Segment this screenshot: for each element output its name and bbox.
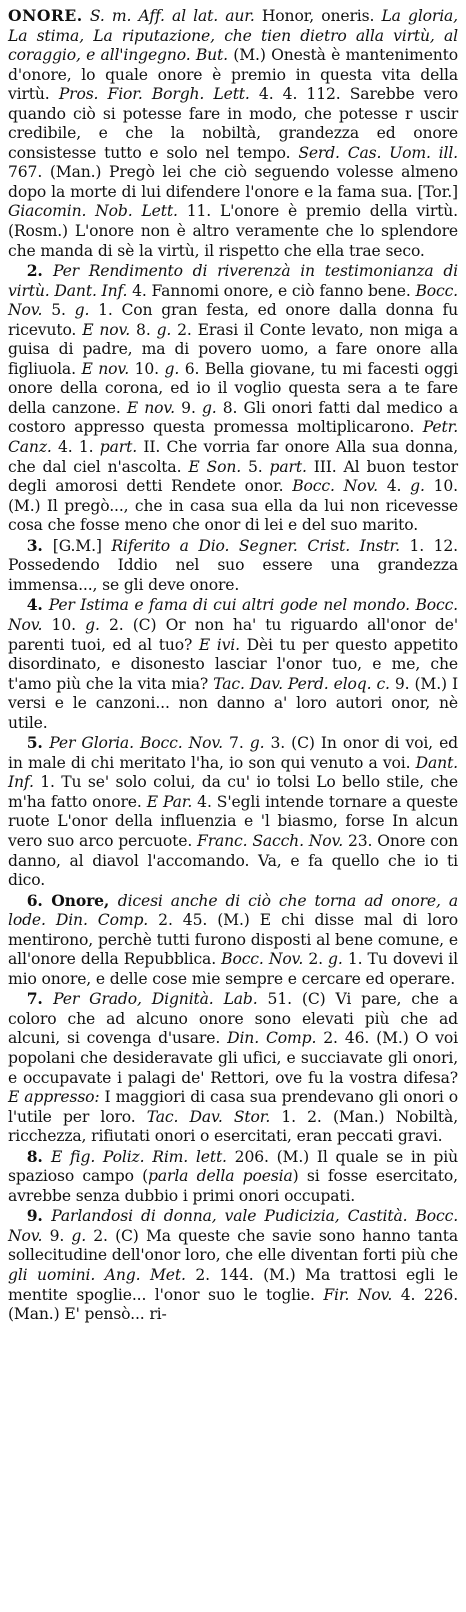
quote: L'onore è premio della virtù.	[219, 202, 458, 221]
sense-text: g.	[156, 320, 172, 339]
sense-text: 5.	[241, 457, 270, 476]
sense-text: Per Rendimento di riverenzà in testimonianza di virtù. Dant. Inf.	[8, 262, 458, 300]
sense-text: ) si fosse esercitato, avrebbe senza dubbio i primi onori occupati.	[8, 1167, 458, 1205]
sense-text: Per Gloria. Bocc. Nov.	[49, 734, 223, 753]
etymology: Aff. al lat. aur.	[138, 7, 255, 25]
sense-text: E Son.	[188, 457, 242, 476]
sense-text: Bocc. Nov.	[8, 281, 458, 320]
sense-text: III. Al buon testor degli amorosi detti Rendete onor.	[8, 457, 458, 496]
sense-text: Dant. Inf.	[8, 753, 458, 792]
sense-text: 1. 12. Possedendo Iddio nel suo essere una grandezza immensa..., se gli deve onore.	[8, 536, 458, 594]
sense-3	[8, 536, 458, 596]
sense-2	[8, 261, 458, 536]
sense-text: 8.	[130, 320, 157, 339]
sense-text: 1. 2. (Man.) Nobiltà, ricchezza, rifiutati onori o esercitati, eran peccati gravi.	[8, 1107, 458, 1146]
sense-text: Dèi tu per questo appetito disordinato, e disonesto lasciar l'onor tuo, e me, che t'amo più che la vita mia?	[8, 635, 458, 693]
sense-number: 2.	[26, 261, 53, 281]
sense-number: 5.	[26, 733, 50, 753]
sense-text: 2. Erasi il Conte levato, non miga a guisa di padre, ma di povero uomo, a fare onore alla figliuola.	[8, 320, 458, 378]
sense-text: 2. (C) Ma queste che savie sono hanno tanta sollecitudine dell'onor loro, che elle diventan forti più che	[8, 1226, 458, 1265]
sense-text: part.	[269, 457, 307, 476]
sense-number: 7.	[26, 989, 54, 1009]
sense-text: 4. Fannomi onore, e ciò fanno bene.	[127, 281, 416, 300]
sense-text: [G.M.]	[52, 536, 112, 555]
sense-text: 9. (M.) I versi e le canzoni... non danno a' loro autori onor, nè utile.	[8, 674, 459, 732]
sense-text: 4.	[377, 477, 411, 496]
sense-text: Parlandosi di donna, vale Pudicizia, Castità. Bocc. Nov.	[8, 1207, 459, 1245]
sense-text: 10.	[42, 615, 86, 634]
sense-text: 2. 46. (M.) O voi popolani che desideravate gli ufici, e succiavate gli onori, e occupavate i palagi de' Rettori, ove fu la vostra difesa?	[8, 1029, 458, 1087]
sense-text: 10. (M.) Il pregò..., che in casa sua ella da lui non ricevesse cosa che fosse meno che onor di lei e del suo marito.	[8, 477, 458, 535]
source-tag: [Tor.]	[417, 182, 458, 201]
sense-text: E nov.	[82, 320, 131, 339]
sense-text: 4. S'egli intende tornare a queste ruote L'onor della influenzia e 'l biasmo, forse In alcun vero suo arco percuote.	[8, 792, 458, 850]
sense-4	[8, 595, 458, 733]
citation: Pros. Fior. Borgh. Lett.	[58, 85, 250, 104]
sense-text: 8. Gli onori fatti dal medico a costoro appresso questa promessa moltiplicarono.	[8, 398, 458, 437]
quote: Onestà è mantenimento d'onore, lo quale onore è premio in questa vita della virtù.	[8, 46, 459, 104]
sense-text: 9.	[174, 398, 202, 417]
part-of-speech: S. m.	[89, 7, 132, 25]
sense-text: g.	[71, 1226, 87, 1245]
senses-list	[8, 261, 458, 1325]
sense-text: E ivi.	[198, 635, 240, 654]
sense-7	[8, 989, 458, 1146]
citation-number: 767.	[8, 163, 43, 182]
sense-text: E fig. Poliz. Rim. lett.	[50, 1147, 227, 1166]
citation: But.	[195, 46, 228, 65]
sense-text: 7.	[222, 734, 250, 753]
sense-text: g.	[410, 477, 425, 496]
headword: ONORE.	[8, 6, 83, 25]
quote: Pregò lei che ciò seguendo volesse almeno dopo la morte di lui difendere l'onore e la fama sua.	[8, 163, 458, 201]
sense-text: E nov.	[81, 359, 130, 378]
sense-number: 8.	[26, 1146, 51, 1166]
source-tag: (Rosm.)	[8, 222, 68, 241]
sense-text: Onore,	[51, 890, 118, 910]
sense-text: 23. Onore con danno, al diavol l'accomando. Va, e fa quello che io ti dico.	[8, 831, 458, 890]
sense-6	[8, 891, 458, 990]
sense-text: 6. Bella giovane, tu mi facesti oggi onore della corona, ed io il voglio questa sera a te fare della canzone.	[8, 359, 458, 417]
sense-text: Din. Comp.	[227, 1029, 317, 1048]
sense-number: 4.	[26, 595, 49, 615]
sense-text: Per Istima e fama di cui altri gode nel mondo. Bocc. Nov.	[8, 596, 458, 634]
sense-text: g.	[249, 734, 265, 753]
sense-text: 2.	[303, 950, 329, 969]
sense-9	[8, 1206, 458, 1324]
sense-text: gli uomini. Ang. Met.	[8, 1266, 186, 1284]
sense-text: g.	[328, 950, 343, 969]
sense-number: 6.	[26, 890, 52, 910]
sense-text: dicesi anche di ciò che torna ad onore, a lode. Din. Comp.	[8, 891, 458, 930]
citation-number: 4. 4. 112.	[258, 85, 341, 104]
sense-number: 3.	[26, 535, 53, 555]
sense-text: 1. Tu se' solo colui, da cu' io tolsi Lo bello stile, che m'ha fatto onore.	[8, 773, 458, 811]
quote: L'onore non è altro veramente che lo splendore che manda di sè la virtù, il rispetto che ella trae seco.	[8, 222, 458, 260]
sense-text: Tac. Dav. Perd. eloq. c.	[213, 674, 390, 693]
sense-text: 4. 226. (Man.) E' pensò... ri-	[8, 1285, 459, 1324]
sense-number: 9.	[26, 1206, 52, 1226]
latin-form: Honor, oneris.	[261, 7, 375, 25]
sense-text: Franc. Sacch. Nov.	[197, 831, 344, 850]
sense-text: E Par.	[146, 792, 193, 811]
sense-text: Riferito a Dio. Segner. Crist. Instr.	[111, 536, 400, 555]
sense-text: 5.	[42, 301, 75, 320]
sense-text: 9.	[42, 1226, 72, 1245]
sense-5	[8, 733, 458, 890]
sense-text: Tac. Dav. Stor.	[146, 1107, 271, 1126]
citation: Giacomin. Nob. Lett.	[8, 202, 178, 221]
entry-onore	[8, 6, 458, 261]
sense-text: Bocc. Nov.	[221, 950, 304, 969]
sense-text: Petr. Canz.	[8, 418, 458, 457]
citation-number: 11.	[186, 202, 212, 221]
citation: Serd. Cas. Uom. ill.	[298, 143, 458, 162]
sense-text: Per Grado, Dignità. Lab.	[53, 990, 258, 1009]
sense-text: 3. (C) In onor di voi, ed in male di chi meritato l'ha, io son qui venuto a voi.	[8, 734, 458, 772]
sense-text: 206. (M.) Il quale se in più spazioso campo (	[8, 1147, 458, 1186]
definition: La gloria, La stima, La riputazione, che tien dietro alla virtù, al coraggio, e all'ingegno.	[8, 7, 458, 65]
sense-text: 2. (C) Or non ha' tu riguardo all'onor de' parenti tuoi, ed al tuo?	[8, 615, 458, 654]
sense-text: g.	[164, 359, 180, 378]
sense-text: g.	[85, 615, 100, 634]
sense-text: II. Che vorria far onore Alla sua donna, che dal ciel n'ascolta.	[8, 438, 459, 476]
sense-text: Fir. Nov.	[323, 1285, 393, 1304]
sense-text: 1. Con gran festa, ed onore dalla donna fu ricevuto.	[8, 301, 458, 339]
sense-text: E appresso:	[8, 1088, 100, 1107]
sense-text: 2. 45. (M.) E chi disse mal di loro mentirono, perchè tutti furono disposti al bene comune, e all'onore della Repubblica.	[8, 911, 458, 969]
sense-text: 4. 1.	[51, 438, 100, 457]
sense-text: 51. (C) Vi pare, che a coloro che ad alcuno onore sono elevati più che ad alcuni, si covenga d'usare.	[8, 990, 458, 1048]
source-tag: (M.)	[233, 46, 266, 65]
sense-text: parla della poesia	[148, 1167, 293, 1186]
sense-8	[8, 1147, 458, 1207]
sense-text: 10.	[129, 359, 165, 378]
quote: Sarebbe vero quando ciò si potesse fare in modo, che potesse r uscir credibile, e che la nobiltà, grandezza ed onore consistesse tutto e solo nel tempo.	[8, 85, 459, 162]
sense-text: 2. 144. (M.) Ma trattosi egli le mentite spoglie... l'onor suo le toglie.	[8, 1266, 459, 1304]
sense-text: part.	[99, 438, 138, 457]
sense-text: g.	[201, 398, 217, 417]
sense-text: 1. Tu dovevi il mio onore, e delle cose mie sempre e cercare ed operare.	[8, 950, 458, 988]
sense-text: g.	[74, 301, 90, 320]
sense-text: E nov.	[126, 398, 175, 417]
sense-text: I maggiori di casa sua prendevano gli onori o l'utile per loro.	[8, 1088, 458, 1126]
sense-text: Bocc. Nov.	[292, 477, 378, 496]
source-tag: (Man.)	[49, 163, 102, 182]
